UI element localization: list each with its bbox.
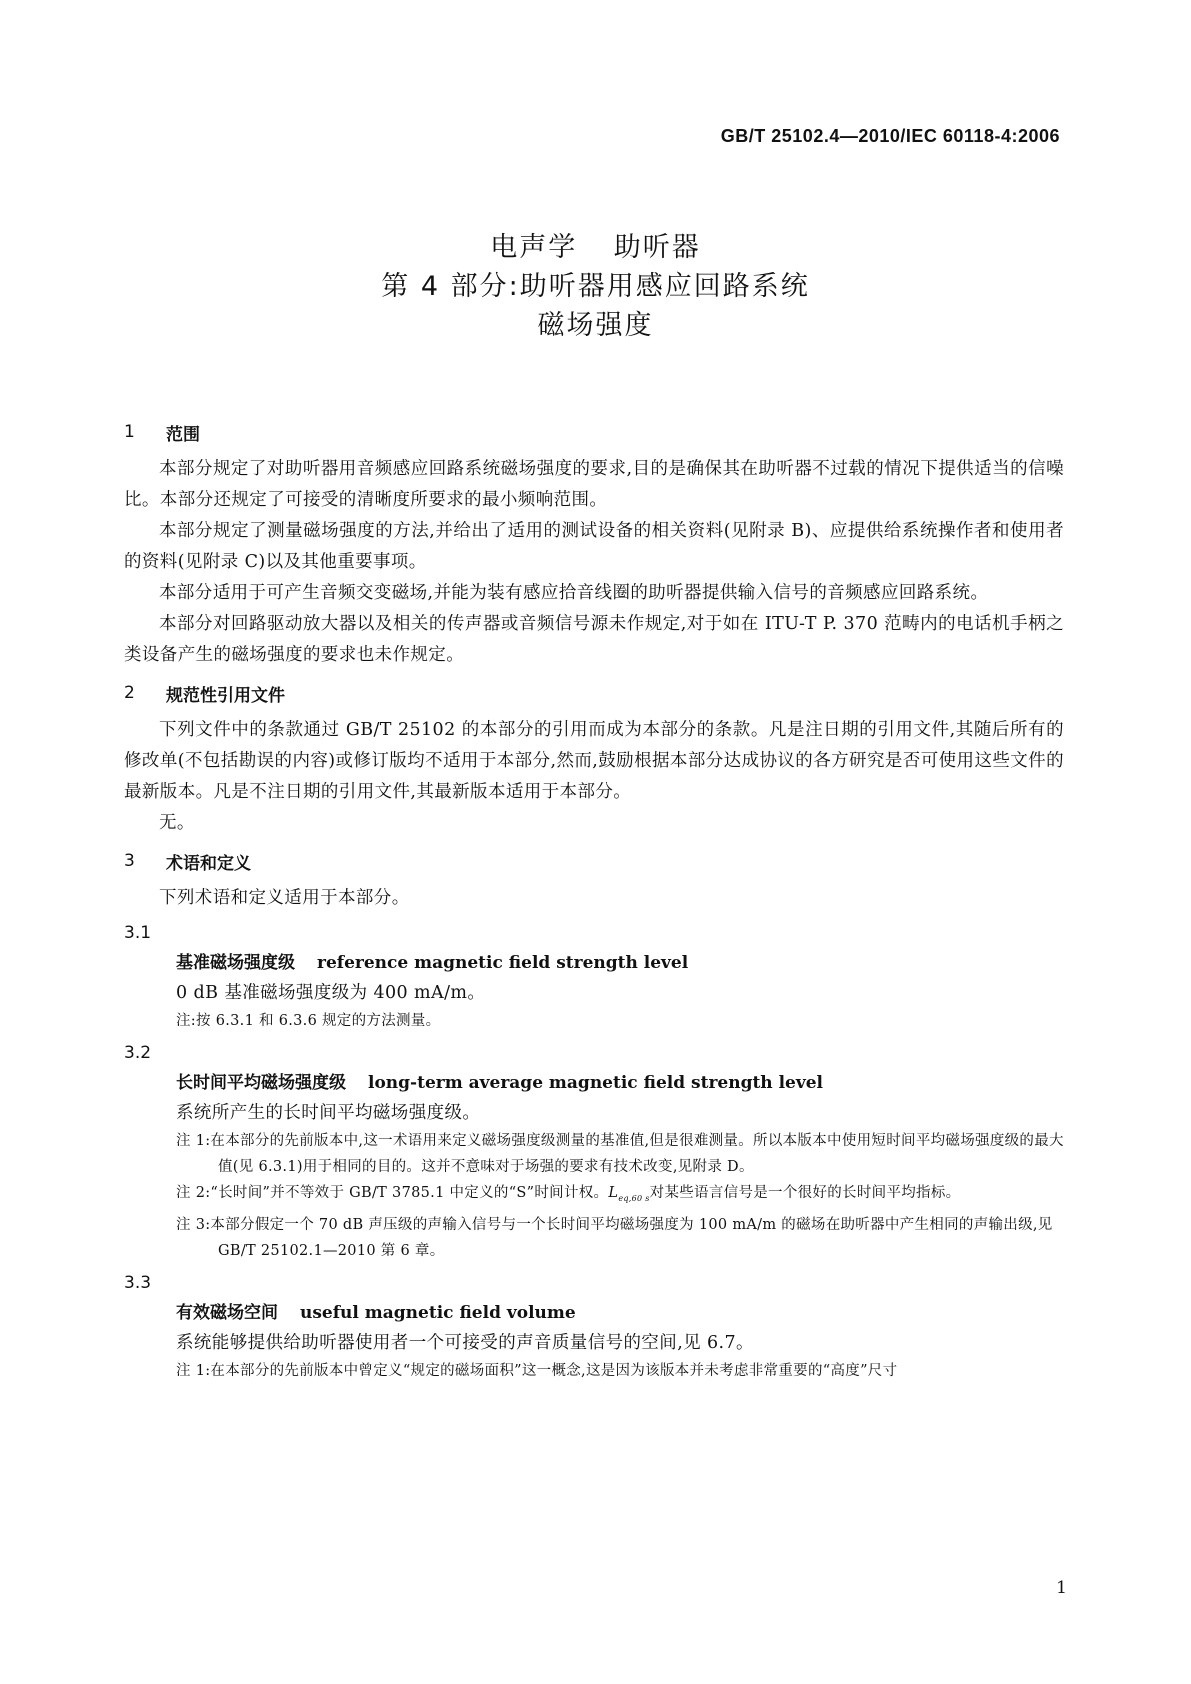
term-zh: 有效磁场空间 [176,1302,278,1323]
title-line-3: 磁场强度 [537,310,654,341]
paragraph: 无。 [159,813,195,833]
section-title: 规范性引用文件 [166,685,285,706]
section-number: 2 [124,683,135,703]
term-en: long-term average magnetic field strength level [368,1073,824,1093]
term-note-1: 注 1:在本部分的先前版本中,这一术语用来定义磁场强度级测量的基准值,但是很难测量。所以本版本中使用短时间平均磁场强度级的最大值(见 6.3.1)用于相同的目的。这并不意味对于场强的要求有技术改变,见附录 D。 [176,1133,1064,1175]
term-note-2 [176,1180,1064,1212]
term-note-3: 注 3:本部分假定一个 70 dB 声压级的声输入信号与一个长时间平均磁场强度为 100 mA/m 的磁场在助听器中产生相同的声输出级,见 GB/T 25102.1—2010 第 6 章。 [176,1216,1053,1259]
title-line-2: 第 4 部分:助听器用感应回路系统 [381,271,810,302]
standard-code: GB/T 25102.4—2010/IEC 60118-4:2006 [720,126,1060,146]
note-text: 对某些语言信号是一个很好的长时间平均指标。 [649,1185,961,1201]
paragraph: 本部分对回路驱动放大器以及相关的传声器或音频信号源未作规定,对于如在 ITU-T P. 370 范畴内的电话机手柄之类设备产生的磁场强度的要求也未作规定。 [124,614,1064,665]
section-3-heading [124,847,1064,875]
paragraph: 本部分规定了测量磁场强度的方法,并给出了适用的测试设备的相关资料(见附录 B)、应提供给系统操作者和使用者的资料(见附录 C)以及其他重要事项。 [124,521,1064,572]
section-title: 范围 [166,424,200,445]
term-number: 3.1 [124,923,152,943]
document-body [124,410,1064,1384]
term-zh: 基准磁场强度级 [176,953,295,973]
term-en: reference magnetic field strength level [317,953,689,973]
title-line-1: 电声学 助听器 [490,232,701,263]
term-title [176,1298,1064,1328]
paragraph: 下列文件中的条款通过 GB/T 25102 的本部分的引用而成为本部分的条款。凡是注日期的引用文件,其随后所有的修改单(不包括勘误的内容)或修订版均不适用于本部分,然而,鼓励根据本部分达成协议的各方研究是否可使用这些文件的最新版本。凡是不注日期的引用文件,其最新版本适用于本部分。 [124,720,1064,802]
section-1-heading [124,418,1064,446]
term-zh: 长时间平均磁场强度级 [176,1073,346,1093]
term-definition: 系统所产生的长时间平均磁场强度级。 [176,1103,481,1123]
term-title [176,948,1064,978]
paragraph: 本部分规定了对助听器用音频感应回路系统磁场强度的要求,目的是确保其在助听器不过载的情况下提供适当的信噪比。本部分还规定了可接受的清晰度所要求的最小频响范围。 [124,459,1064,510]
document-title [0,228,1191,345]
section-title: 术语和定义 [166,853,251,874]
section-2-heading [124,679,1064,707]
paragraph: 下列术语和定义适用于本部分。 [159,888,410,908]
term-title [176,1068,1064,1098]
term-number: 3.3 [124,1272,152,1293]
section-number: 3 [124,851,135,871]
term-note: 注:按 6.3.1 和 6.3.6 规定的方法测量。 [176,1013,441,1029]
term-definition: 系统能够提供给助听器使用者一个可接受的声音质量信号的空间,见 6.7。 [176,1332,754,1353]
term-number: 3.2 [124,1043,152,1063]
page-number: 1 [1056,1578,1067,1598]
term-definition: 0 dB 基准磁场强度级为 400 mA/m。 [176,983,486,1003]
note-symbol: L [608,1185,619,1201]
term-en: useful magnetic field volume [300,1302,576,1323]
term-note-1: 注 1:在本部分的先前版本中曾定义“规定的磁场面积”这一概念,这是因为该版本并未考虑非常重要的“高度”尺寸 [176,1362,898,1379]
section-number: 1 [124,422,135,442]
paragraph: 本部分适用于可产生音频交变磁场,并能为装有感应拾音线圈的助听器提供输入信号的音频感应回路系统。 [159,583,989,603]
note-text: 注 2:“长时间”并不等效于 GB/T 3785.1 中定义的“S”时间计权。 [176,1185,609,1201]
note-subscript: eq,60 s [618,1193,650,1203]
